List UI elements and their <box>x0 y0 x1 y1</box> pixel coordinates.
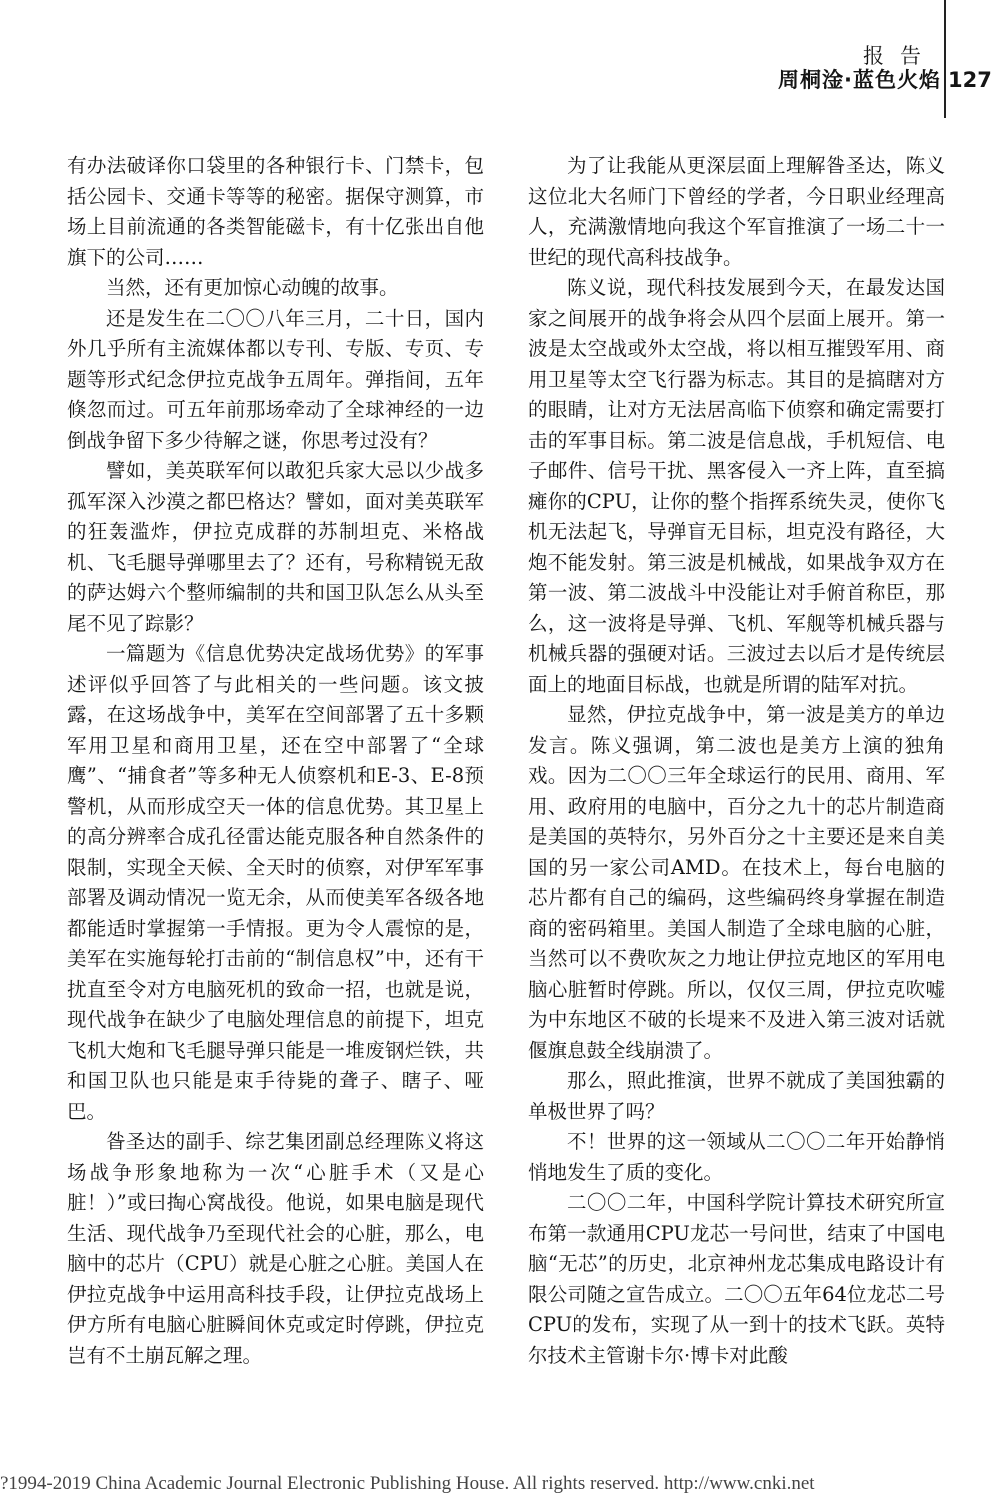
paragraph: 陈义说，现代科技发展到今天，在最发达国家之间展开的战争将会从四个层面上展开。第一波是太空战或外太空战，将以相互摧毁军用、商用卫星等太空飞行器为标志。其目的是搞瞎对方的眼睛，让对方无法居高临下侦察和确定需要打击的军事目标。第二波是信息战，手机短信、电子邮件、信号干扰、黑客侵入一齐上阵，直至搞瘫你的CPU，让你的整个指挥系统失灵，使你飞机无法起飞，导弹盲无目标，坦克没有路径，大炮不能发射。第三波是机械战，如果战争双方在第一波、第二波战斗中没能让对手俯首称臣，那么，这一波将是导弹、飞机、军舰等机械兵器与机械兵器的强硬对话。三波过去以后才是传统层面上的地面目标战，也就是所谓的陆军对抗。 <box>528 276 945 696</box>
page-number: 127 <box>948 68 992 92</box>
paragraph: 为了让我能从更深层面上理解昝圣达，陈义这位北大名师门下曾经的学者，今日职业经理高人，充满激情地向我这个军盲推演了一场二十一世纪的现代高科技战争。 <box>528 154 945 269</box>
section-label: 报告 <box>863 44 937 68</box>
paragraph: 譬如，美英联军何以敢犯兵家大忌以少战多孤军深入沙漠之都巴格达？譬如，面对美英联军的狂轰滥炸，伊拉克成群的苏制坦克、米格战机、飞毛腿导弹哪里去了？还有，号称精锐无敌的萨达姆六个整师编制的共和国卫队怎么从头至尾不见了踪影？ <box>67 459 484 635</box>
paragraph: 显然，伊拉克战争中，第一波是美方的单边发言。陈义强调，第二波也是美方上演的独角戏。因为二〇〇三年全球运行的民用、商用、军用、政府用的电脑中，百分之九十的芯片制造商是美国的英特尔，另外百分之十主要还是来自美国的另一家公司AMD。在技术上，每台电脑的芯片都有自己的编码，这些编码终身掌握在制造商的密码箱里。美国人制造了全球电脑的心脏，当然可以不费吹灰之力地让伊拉克地区的军用电脑心脏暂时停跳。所以，仅仅三周，伊拉克吹嘘为中东地区不破的长堤来不及进入第三波对话就偃旗息鼓全线崩溃了。 <box>528 703 945 1062</box>
paragraph: 一篇题为《信息优势决定战场优势》的军事述评似乎回答了与此相关的一些问题。该文披露，在这场战争中，美军在空间部署了五十多颗军用卫星和商用卫星，还在空中部署了“全球鹰”、“捕食者”等多种无人侦察机和E-3、E-8预警机，从而形成空天一体的信息优势。其卫星上的高分辨率合成孔径雷达能克服各种自然条件的限制，实现全天候、全天时的侦察，对伊军军事部署及调动情况一览无余，从而使美军各级各地都能适时掌握第一手情报。更为令人震惊的是，美军在实施每轮打击前的“制信息权”中，还有干扰直至令对方电脑死机的致命一招，也就是说，现代战争在缺少了电脑处理信息的前提下，坦克飞机大炮和飞毛腿导弹只能是一堆废钢烂铁，共和国卫队也只能是束手待毙的聋子、瞎子、哑巴。 <box>67 642 484 1123</box>
paragraph: 那么，照此推演，世界不就成了美国独霸的单极世界了吗？ <box>528 1069 945 1123</box>
right-column <box>528 151 945 1371</box>
paragraph: 有办法破译你口袋里的各种银行卡、门禁卡，包括公园卡、交通卡等等的秘密。据保守测算，市场上目前流通的各类智能磁卡，有十亿张出自他旗下的公司…… <box>67 154 484 269</box>
paragraph: 当然，还有更加惊心动魄的故事。 <box>106 276 399 299</box>
paragraph: 还是发生在二〇〇八年三月，二十日，国内外几乎所有主流媒体都以专刊、专版、专页、专题等形式纪念伊拉克战争五周年。弹指间，五年倏忽而过。可五年前那场牵动了全球神经的一边倒战争留下多少待解之谜，你思考过没有？ <box>67 306 484 452</box>
paragraph: 不！世界的这一领域从二〇〇二年开始静悄悄地发生了质的变化。 <box>528 1130 945 1184</box>
paragraph: 昝圣达的副手、综艺集团副总经理陈义将这场战争形象地称为一次“心脏手术（又是心脏！）”或曰掏心窝战役。他说，如果电脑是现代生活、现代战争乃至现代社会的心脏，那么，电脑中的芯片（CPU）就是心脏之心脏。美国人在伊拉克战争中运用高科技手段，让伊拉克战场上伊方所有电脑心脏瞬间休克或定时停跳，伊拉克岂有不土崩瓦解之理。 <box>67 1130 484 1367</box>
running-title: 周桐淦·蓝色火焰 <box>778 68 941 92</box>
header-vertical-rule <box>944 0 946 118</box>
copyright-footer: ?1994-2019 China Academic Journal Electronic Publishing House. All rights reserved. http://www.cnki.net <box>0 1473 815 1494</box>
paragraph: 二〇〇二年，中国科学院计算技术研究所宣布第一款通用CPU龙芯一号问世，结束了中国电脑“无芯”的历史，北京神州龙芯集成电路设计有限公司随之宣告成立。二〇〇五年64位龙芯二号CPU的发布，实现了从一到十的技术飞跃。英特尔技术主管谢卡尔·博卡对此酸 <box>528 1191 945 1367</box>
left-column <box>67 151 484 1371</box>
